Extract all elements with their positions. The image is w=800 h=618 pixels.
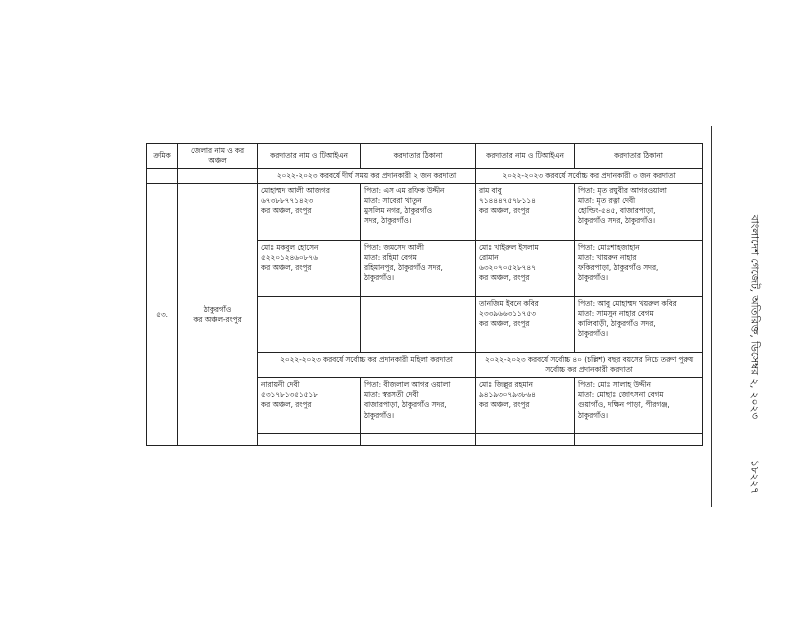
cell-line: মোহাম্মদ আলী আজগর [261, 186, 330, 196]
taxpayer-address-cell [575, 241, 703, 297]
taxpayer-address-cell [575, 184, 703, 241]
cell-line: ঠাকুরগাঁও। [364, 273, 395, 283]
taxpayer-name-cell [258, 378, 361, 434]
cell-line: কর অঞ্চল, রংপুর [479, 273, 530, 283]
cell-line: পিতা: মৃত রঘুবীর আগরওয়ালা [578, 186, 667, 196]
cell-line: মাতা: মৃত রত্না দেবী [578, 196, 636, 206]
header-taxpayer-name-b: করদাতার নাম ও টিআইএন [476, 144, 575, 169]
cell-line: ২৩৩৯৬৬৩১১৭৫৩ [479, 309, 536, 319]
cell-line: কর অঞ্চল, রংপুর [479, 206, 530, 216]
cell-line: ৬৩২০৭০৫২৮৭৪৭ [479, 263, 536, 273]
taxpayer-name-cell [258, 297, 361, 353]
cell-line: ফকিরপাড়া, ঠাকুরগাঁও সদর, [578, 263, 659, 273]
table-row [147, 184, 703, 241]
cell-line: গুয়াগাঁও, দক্ষিন পাড়া, পীরগঞ্জ, [578, 400, 670, 410]
cell-line: রহিমানপুর, ঠাকুরগাঁও সদর, [364, 263, 443, 273]
margin-rule [711, 126, 712, 507]
record-district [178, 184, 258, 446]
cell-line: নারায়নী দেবী [261, 380, 300, 390]
cell-line: মোঃ খাইরুল ইসলাম [479, 243, 539, 253]
cell-line: পিতা: মোঃ সালাহ উদ্দীন [578, 380, 651, 390]
taxpayer-name-cell [476, 378, 575, 434]
group-header-row [147, 169, 703, 184]
cell-line: মাতা: রহিমা বেগম [364, 253, 417, 263]
taxpayer-address-cell [575, 378, 703, 434]
cell-line: পিতা: মোঃশাহজাহান [578, 243, 640, 253]
cell-line: ঠাকুরগাঁও। [578, 329, 609, 339]
group-header-female: ২০২২-২০২৩ করবর্ষে সর্বোচ্চ কর প্রদানকারী মহিলা করদাতা [258, 353, 476, 378]
cell-line: কালিবাড়ী, ঠাকুরগাঁও সদর, [578, 319, 656, 329]
cell-line: কর অঞ্চল, রংপুর [479, 319, 530, 329]
taxpayer-address-cell [575, 297, 703, 353]
cell-line: পিতা: আবু মোহাম্মদ খয়রুল কবির [578, 299, 677, 309]
cell-line: ৯৪১৯৩০৭৯৩৮৬৪ [479, 390, 536, 400]
cell-line: ৬৭৩৮৮৭৭১৪২৩ [261, 196, 314, 206]
group-header-highest-three: ২০২২-২০২৩ করবর্ষে সর্বোচ্চ কর প্রদানকারী ৩ জন করদাতা [476, 169, 703, 184]
cell-line: কর অঞ্চল, রংপুর [479, 400, 530, 410]
cell-line: ৭১৪৪৪৭৫৭৮১১৪ [479, 196, 536, 206]
header-serial: ক্রমিক [147, 144, 178, 169]
empty-cell [476, 434, 575, 446]
cell-line: বাজারপাড়া, ঠাকুরগাঁও সদর, [364, 400, 447, 410]
empty-cell [178, 169, 258, 184]
taxpayer-address-cell [361, 241, 476, 297]
header-district: জেলার নাম ও কর অঞ্চল [178, 144, 258, 169]
cell-line: ঠাকুরগাঁও সদর, ঠাকুরগাঁও। [578, 216, 656, 226]
header-taxpayer-address-b: করদাতার ঠিকানা [575, 144, 703, 169]
taxpayer-address-cell [361, 378, 476, 434]
taxpayer-name-cell [476, 184, 575, 241]
cell-line: মাতা: সামসুন নাহার বেগম [578, 309, 654, 319]
cell-line: মাতা: খায়রুন নাহার [578, 253, 637, 263]
cell-line: কর অঞ্চল, রংপুর [261, 400, 312, 410]
gazette-running-header: বাংলাদেশ গেজেট, অতিরিক্ত, ডিসেম্বর ২, ২০২৩ [748, 214, 761, 420]
empty-cell [147, 169, 178, 184]
group-header-young-male: ২০২২-২০২৩ করবর্ষে সর্বোচ্চ ৪০ (চল্লিশ) বছর বয়সের নিচে তরুণ পুরুষ সর্বোচ্চ কর প্রদানকারী করদাতা [476, 353, 703, 378]
cell-line: মোঃ জিল্লুর রহমান [479, 380, 533, 390]
cell-line: রোমান [479, 253, 499, 263]
cell-line: রাম বাবু [479, 186, 502, 196]
cell-line: সদর, ঠাকুরগাঁও। [364, 216, 412, 226]
taxpayer-name-cell [476, 241, 575, 297]
header-taxpayer-address-a: করদাতার ঠিকানা [361, 144, 476, 169]
cell-line: মাতা: সাবেরা খাতুন [364, 196, 422, 206]
cell-line: ৫৩১৭৮১৩৫১৫১৮ [261, 390, 318, 400]
header-taxpayer-name-a: করদাতার নাম ও টিআইএন [258, 144, 361, 169]
table-header-row [147, 144, 703, 169]
record-district-name: ঠাকুরগাঁও [203, 304, 232, 314]
cell-line: পিতা: বীজলাল আগর ওয়ালা [364, 380, 451, 390]
cell-line: মাতা: স্বরসতী দেবী [364, 390, 419, 400]
page-number: ১৮২২৭ [748, 459, 761, 495]
taxpayer-table [146, 143, 703, 446]
record-district-zone: কর অঞ্চল-রংপুর [193, 314, 242, 324]
cell-line: ঠাকুরগাঁও। [364, 410, 395, 420]
empty-cell [361, 434, 476, 446]
empty-cell [575, 434, 703, 446]
cell-line: পিতা: জমসেদ আলী [364, 243, 424, 253]
cell-line: কর অঞ্চল, রংপুর [261, 206, 312, 216]
cell-line: পিতা: এস এম রফিক উদ্দীন [364, 186, 445, 196]
taxpayer-name-cell [476, 297, 575, 353]
taxpayer-address-cell [361, 297, 476, 353]
cell-line: তানজিম ইবনে কবির [479, 299, 539, 309]
taxpayer-name-cell [258, 184, 361, 241]
taxpayer-name-cell [258, 241, 361, 297]
record-serial: ৫৩. [147, 184, 178, 446]
cell-line: মাতা: মোছাঃ জোৎসনা বেগম [578, 390, 664, 400]
cell-line: মোঃ মকবুল হোসেন [261, 243, 319, 253]
cell-line: ঠাকুরগাঁও। [578, 273, 609, 283]
empty-cell [258, 434, 361, 446]
cell-line: ঠাকুরগাঁও। [578, 410, 609, 420]
cell-line: কর অঞ্চল, রংপুর [261, 263, 312, 273]
cell-line: হোল্ডিং-৫৪৫, বাজারপাড়া, [578, 206, 656, 216]
taxpayer-address-cell [361, 184, 476, 241]
group-header-longest-period: ২০২২-২০২৩ করবর্ষে দীর্ঘ সময় কর প্রদানকারী ২ জন করদাতা [258, 169, 476, 184]
cell-line: মুসলিম নগর, ঠাকুরগাঁও [364, 206, 432, 216]
cell-line: ৫২২০১২৪৬০৮৭৬ [261, 253, 318, 263]
